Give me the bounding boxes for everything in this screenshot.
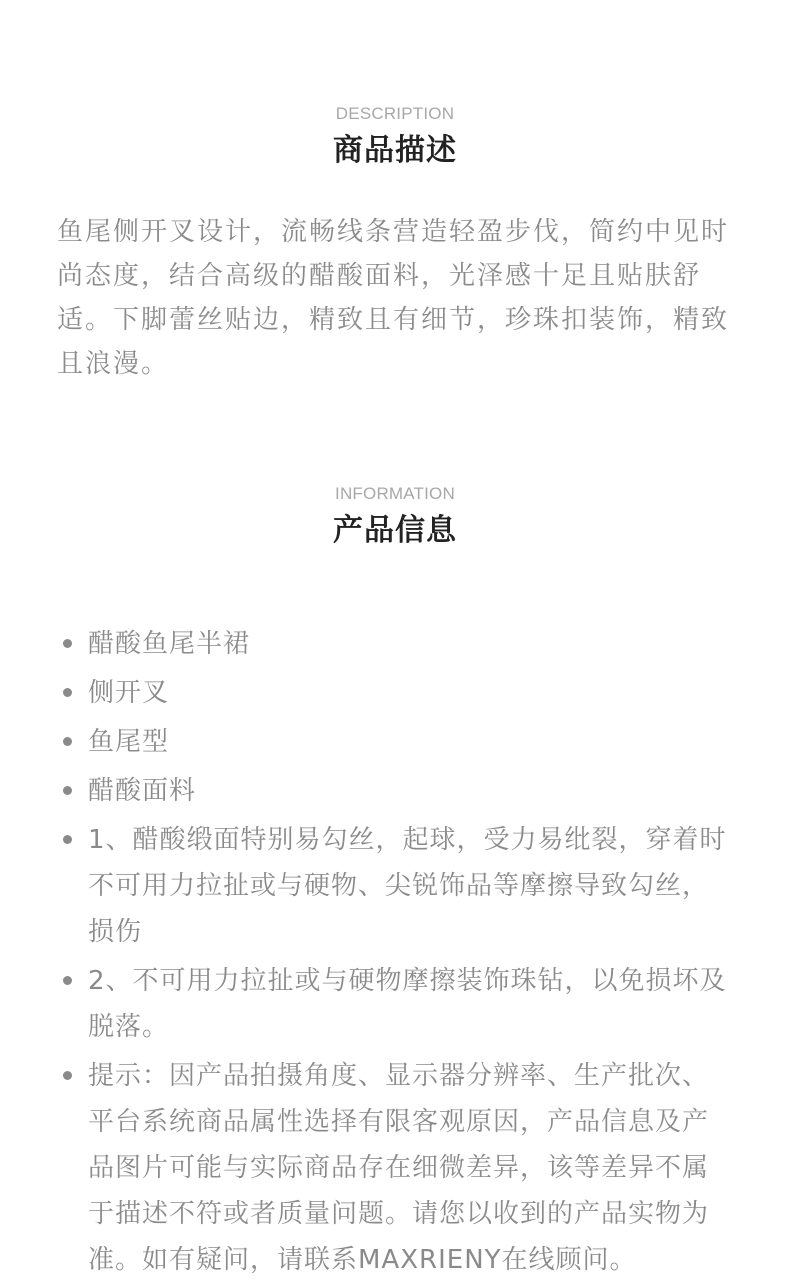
information-eyebrow: INFORMATION: [335, 484, 455, 503]
information-header: [0, 484, 790, 551]
description-title: 商品描述: [333, 133, 457, 168]
bullet-dot: [63, 737, 72, 746]
info-item-fabric-name: [0, 621, 790, 667]
bullet-dot: [63, 835, 72, 844]
info-item-text: 鱼尾型: [88, 727, 170, 757]
description-text: 鱼尾侧开叉设计，流畅线条营造轻盈步伐，简约中见时尚态度，结合高级的醋酸面料，光泽感十足且贴肤舒适。下脚蕾丝贴边，精致且有细节，珍珠扣装饰，精致且浪漫。: [57, 217, 730, 379]
bullet-dot: [63, 976, 72, 985]
info-item-text: 提示：因产品拍摄角度、显示器分辨率、生产批次、平台系统商品属性选择有限客观原因，产品信息及产品图片可能与实际商品存在细微差异，该等差异不属于描述不符或者质量问题。请您以收到的产品实物为准。如有疑问，请联系MAXRIENY在线顾问。: [88, 1061, 710, 1275]
info-item-text: 醋酸鱼尾半裙: [88, 629, 251, 659]
bullet-dot: [63, 1071, 72, 1080]
description-eyebrow: DESCRIPTION: [335, 104, 455, 123]
info-item-side-slit: [0, 670, 790, 716]
info-item-disclaimer: [0, 1053, 790, 1283]
bullet-dot: [63, 639, 72, 648]
description-header: [0, 104, 790, 171]
info-item-material: [0, 768, 790, 814]
bullet-dot: [63, 786, 72, 795]
info-item-silhouette: [0, 719, 790, 765]
information-list: [0, 621, 790, 1286]
info-item-care-note-2: [0, 958, 790, 1050]
info-item-text: 2、不可用力拉扯或与硬物摩擦装饰珠钻，以免损坏及脱落。: [88, 966, 727, 1042]
info-item-text: 侧开叉: [88, 678, 170, 708]
information-title: 产品信息: [333, 513, 457, 548]
bullet-dot: [63, 688, 72, 697]
info-item-text: 醋酸面料: [88, 776, 197, 806]
info-item-text: 1、醋酸缎面特别易勾丝，起球，受力易纰裂，穿着时不可用力拉扯或与硬物、尖锐饰品等摩擦导致勾丝，损伤: [88, 825, 727, 947]
info-item-care-note-1: [0, 817, 790, 955]
